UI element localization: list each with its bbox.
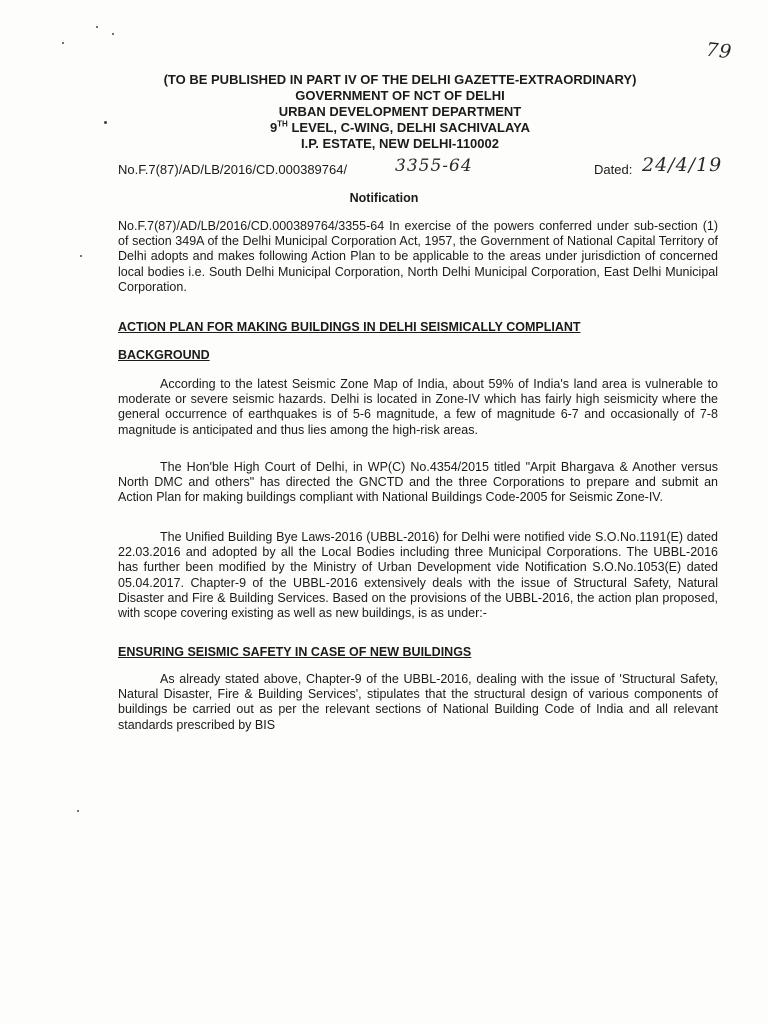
background-paragraph-3-text: The Unified Building Bye Laws-2016 (UBBL-2016) for Delhi were notified vide S.O.No.1191(E) dated 22.03.2016 and adopted by all the Local Bodies including three Municipal Corporations. The UBBL-2016 has further been modified by the Ministry of Urban Development vide Notification S.O.No.1053(E) dated 05.04.2017. Chapter-9 of the UBBL-2016 extensively deals with the issue of Structural Safety, Natural Disaster and Fire & Building Services. Based on the provisions of the UBBL-2016, the action plan proposed, with scope covering existing as well as new buildings, is as under:- [118, 530, 718, 621]
header-address-line [100, 120, 700, 136]
header-level-number: 9 [269, 120, 278, 135]
scan-speck [77, 810, 79, 812]
background-paragraph-3 [118, 530, 718, 621]
gazette-header [100, 72, 700, 152]
background-paragraph-1-text: According to the latest Seismic Zone Map of India, about 59% of India's land area is vulnerable to moderate or severe seismic hazards. Delhi is located in Zone-IV which has fairly high seismicity where the general occurrence of earthquakes is of 5-6 magnitude, a few of magnitude 6-7 and occasionally of 7-8 magnitude is anticipated and thus lies among the high-risk areas. [118, 377, 718, 437]
scan-speck [96, 26, 98, 28]
handwritten-date: 24/4/19 [642, 154, 723, 176]
background-paragraph-1 [118, 377, 718, 438]
scan-speck [62, 42, 64, 44]
header-government-line: GOVERNMENT OF NCT OF DELHI [295, 88, 505, 103]
background-paragraph-2-text: The Hon'ble High Court of Delhi, in WP(C) No.4354/2015 titled "Arpit Bhargava & Another versus North DMC and others" has directed the GNCTD and the three Corporations to prepare and submit an Action Plan for making buildings compliant with National Buildings Code-2005 for Seismic Zone-IV. [118, 460, 718, 505]
handwritten-page-number: 79 [704, 38, 734, 64]
new-buildings-paragraph-1-text: As already stated above, Chapter-9 of the UBBL-2016, dealing with the issue of 'Structural Safety, Natural Disaster, Fire & Building Services', stipulates that the structural design of various components of buildings be carried out as per the relevant sections of National Building Code of India and all relevant standards prescribed by BIS [118, 672, 718, 732]
header-estate-line: I.P. ESTATE, NEW DELHI-110002 [301, 136, 499, 151]
header-level-rest: LEVEL, C-WING, DELHI SACHIVALAYA [287, 120, 531, 135]
background-paragraph-2 [118, 460, 718, 506]
header-publication-line: (TO BE PUBLISHED IN PART IV OF THE DELHI GAZETTE-EXTRAORDINARY) [163, 72, 637, 87]
background-heading: BACKGROUND [118, 348, 210, 362]
notification-body [118, 219, 718, 295]
new-buildings-heading: ENSURING SEISMIC SAFETY IN CASE OF NEW BUILDINGS [118, 645, 472, 659]
reference-number: No.F.7(87)/AD/LB/2016/CD.000389764/ [118, 162, 348, 177]
action-plan-heading: ACTION PLAN FOR MAKING BUILDINGS IN DELHI SEISMICALLY COMPLIANT [118, 320, 581, 334]
dated-label: Dated: [594, 162, 633, 177]
handwritten-reference-suffix: 3355-64 [395, 156, 473, 176]
new-buildings-paragraph-1 [118, 672, 718, 733]
notification-title: Notification [349, 191, 419, 205]
notification-body-text: No.F.7(87)/AD/LB/2016/CD.000389764/3355-64 In exercise of the powers conferred under sub-section (1) of section 349A of the Delhi Municipal Corporation Act, 1957, the Government of National Capital Territory of Delhi adopts and makes following Action Plan to be applicable to the areas under jurisdiction of concerned local bodies i.e. South Delhi Municipal Corporation, North Delhi Municipal Corporation, East Delhi Municipal Corporation. [118, 219, 718, 294]
header-level-superscript: TH [277, 119, 288, 129]
header-department-line: URBAN DEVELOPMENT DEPARTMENT [278, 104, 522, 119]
scan-speck [112, 33, 114, 35]
scan-speck [80, 255, 82, 257]
